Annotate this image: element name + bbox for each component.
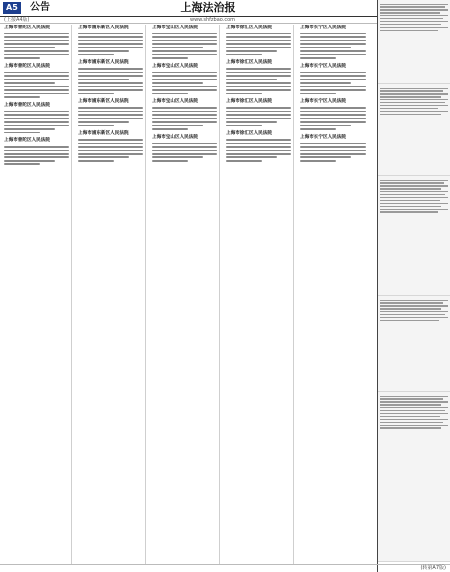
notice-title: 上海市徐汇区人民法院 [226, 25, 272, 30]
sidebar-block [378, 0, 450, 84]
sidebar-block [378, 176, 450, 296]
notice-title: 上海市普陀区人民法院 [4, 25, 50, 30]
notice-title: 上海市宝山区人民法院 [152, 99, 198, 105]
notice [78, 60, 143, 94]
notice-title: 上海市普陀区人民法院 [4, 138, 50, 144]
notice-title: 上海市宝山区人民法院 [152, 63, 198, 69]
notice [226, 99, 291, 126]
sidebar-block [378, 296, 450, 392]
column-5 [298, 25, 368, 565]
site-url: www.shfzbao.com [190, 17, 236, 23]
notice [152, 64, 217, 94]
notice [4, 138, 69, 165]
notice [4, 64, 69, 98]
notice-title: 上海市徐汇区人民法院 [226, 60, 272, 66]
column-1 [2, 25, 72, 565]
sidebar-block [378, 84, 450, 176]
notice-title: 上海市浦东新区人民法院 [78, 25, 129, 30]
notice [300, 25, 366, 59]
notice-title: 上海市宝山区人民法院 [152, 134, 198, 140]
column-3 [150, 25, 220, 565]
continuation-note: (上接A4版) [4, 17, 30, 23]
notice-title: 上海市长宁区人民法院 [300, 25, 346, 30]
notice-title: 上海市宝山区人民法院 [152, 25, 198, 30]
notice-title: 上海市长宁区人民法院 [300, 63, 346, 69]
sidebar-block [378, 392, 450, 562]
notice [78, 99, 143, 126]
notice [78, 131, 143, 161]
notice [152, 135, 217, 162]
notice-title: 上海市浦东新区人民法院 [78, 131, 129, 137]
section-title: 公告 [30, 2, 50, 13]
notice [300, 135, 366, 162]
notice [226, 60, 291, 94]
column-2 [76, 25, 146, 565]
notice [226, 131, 291, 161]
notice-columns [2, 25, 374, 565]
notice [300, 64, 366, 94]
section-badge: A5 [3, 2, 21, 14]
notice [78, 25, 143, 55]
notice-title: 上海市徐汇区人民法院 [226, 99, 272, 105]
notice [300, 99, 366, 129]
notice-title: 上海市浦东新区人民法院 [78, 99, 129, 105]
masthead: 上海法治报 [180, 1, 236, 14]
notice-title: 上海市长宁区人民法院 [300, 99, 346, 105]
right-sidebar [377, 0, 450, 572]
continued-note: (转第A7版) [420, 565, 446, 571]
notice-title: 上海市长宁区人民法院 [300, 134, 346, 140]
notice [226, 25, 291, 55]
notice [152, 99, 217, 129]
page-footer [0, 564, 450, 572]
column-4 [224, 25, 294, 565]
notice-title: 上海市浦东新区人民法院 [78, 60, 129, 66]
notice-title: 上海市徐汇区人民法院 [226, 131, 272, 137]
notice-title: 上海市普陀区人民法院 [4, 63, 50, 69]
notice [152, 25, 217, 59]
notice [4, 103, 69, 133]
notice-title: 上海市普陀区人民法院 [4, 102, 50, 108]
notice [4, 25, 69, 59]
